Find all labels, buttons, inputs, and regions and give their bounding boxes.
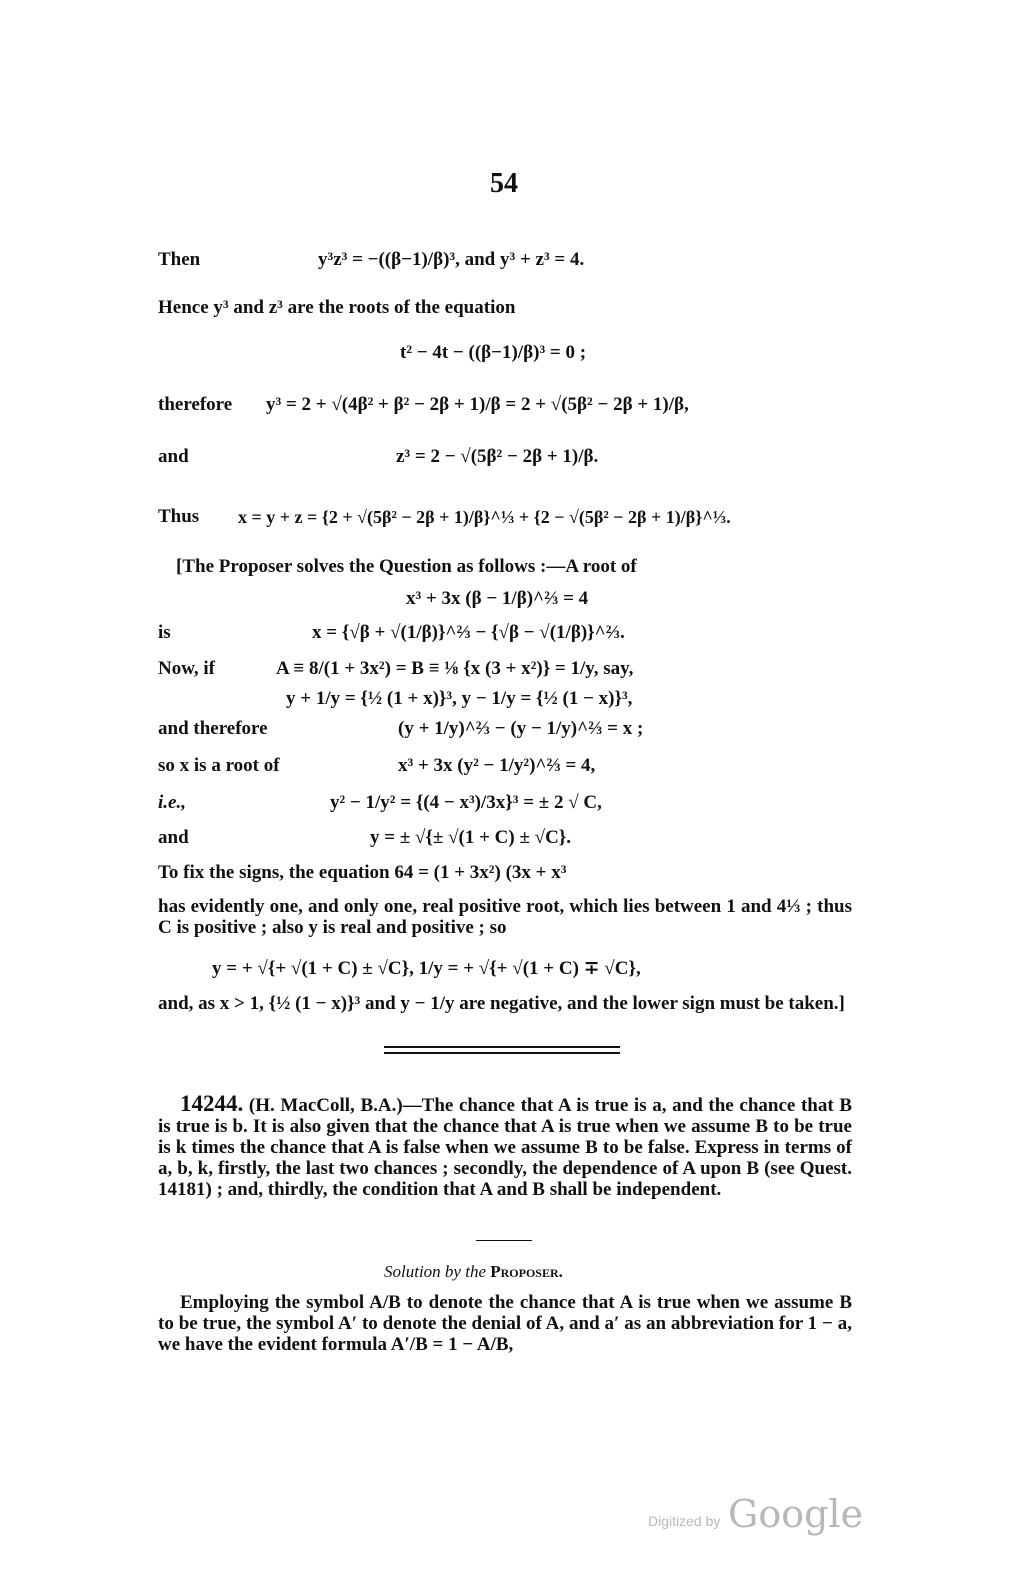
line-lead: is [158, 622, 171, 643]
equation: (y + 1/y)^⅔ − (y − 1/y)^⅔ = x ; [398, 718, 644, 739]
equation: y = ± √{± √(1 + C) ± √C}. [370, 827, 572, 848]
equation: x = y + z = {2 + √(5β² − 2β + 1)/β}^⅓ + {2 − √(5β² − 2β + 1)/β}^⅓. [238, 507, 731, 527]
question-block [158, 1093, 852, 1200]
watermark-google-logo: Google [728, 1492, 864, 1536]
solution-caption [384, 1262, 563, 1282]
equation: z³ = 2 − √(5β² − 2β + 1)/β. [396, 446, 599, 467]
equation: x = {√β + √(1/β)}^⅔ − {√β − √(1/β)}^⅔. [312, 622, 625, 643]
equation: x³ + 3x (β − 1/β)^⅔ = 4 [406, 588, 589, 609]
line-lead: Hence y³ and z³ are the roots of the equation [158, 297, 516, 318]
line-lead: Now, if [158, 658, 215, 679]
equation: y² − 1/y² = {(4 − x³)/3x}³ = ± 2 √ C, [330, 792, 602, 813]
equation: y³z³ = −((β−1)/β)³, and y³ + z³ = 4. [318, 249, 585, 270]
separator-rule [384, 1052, 620, 1054]
equation: y + 1/y = {½ (1 + x)}³, y − 1/y = {½ (1 − x)}³, [286, 688, 633, 709]
page-number: 54 [490, 168, 518, 199]
equation: t² − 4t − ((β−1)/β)³ = 0 ; [400, 342, 587, 363]
paragraph-roots: has evidently one, and only one, real positive root, which lies between 1 and 4⅓ ; thus C is positive ; also y is real and positive ; so [158, 896, 852, 938]
line-lead: so x is a root of [158, 755, 280, 776]
solution-caption-name: Proposer. [490, 1262, 563, 1281]
line-lead: i.e., [158, 792, 186, 813]
equation: x³ + 3x (y² − 1/y²)^⅔ = 4, [398, 755, 596, 776]
equation: A ≡ 8/(1 + 3x²) = B ≡ ⅛ {x (3 + x²)} = 1/y, say, [276, 658, 634, 679]
paragraph-lower-sign: and, as x > 1, {½ (1 − x)}³ and y − 1/y are negative, and the lower sign must be taken.] [158, 993, 845, 1014]
equation-signs: y = + √{+ √(1 + C) ± √C}, 1/y = + √{+ √(1 + C) ∓ √C}, [212, 958, 641, 979]
question-text: (H. MacColl, B.A.)—The chance that A is true is a, and the chance that B is true is b. It is also given that the chance that A is true when we assume B to be true is k times the chance that A is false when we assume B to be false. Express in terms of a, b, k, firstly, the last two chances ; secondly, the dependence of A upon B (see Quest. 14181) ; and, thirdly, the condition that A and B shall be independent. [158, 1095, 853, 1200]
watermark-digitized: Digitized by [648, 1513, 721, 1529]
short-rule [476, 1240, 532, 1241]
equation: y³ = 2 + √(4β² + β² − 2β + 1)/β = 2 + √(5β² − 2β + 1)/β, [266, 394, 689, 415]
line-lead: and therefore [158, 718, 268, 739]
solution-text: Employing the symbol A/B to denote the chance that A is true when we assume B to be true, the symbol A′ to denote the denial of A, and a′ as an abbreviation for 1 − a, we have the evident formula A′/B = 1 − A/B, [158, 1292, 852, 1355]
line-lead: Then [158, 249, 201, 270]
line-lead: [The Proposer solves the Question as follows :—A root of [176, 556, 637, 577]
line-lead: Thus [158, 506, 200, 527]
line-lead: To fix the signs, the equation 64 = (1 + 3x²) (3x + x³ [158, 862, 567, 883]
separator-rule [384, 1046, 620, 1048]
line-lead: and [158, 827, 189, 848]
line-lead: therefore [158, 394, 233, 415]
question-number: 14244. [180, 1091, 244, 1116]
solution-caption-prefix: Solution by the [384, 1262, 486, 1281]
line-lead: and [158, 446, 189, 467]
